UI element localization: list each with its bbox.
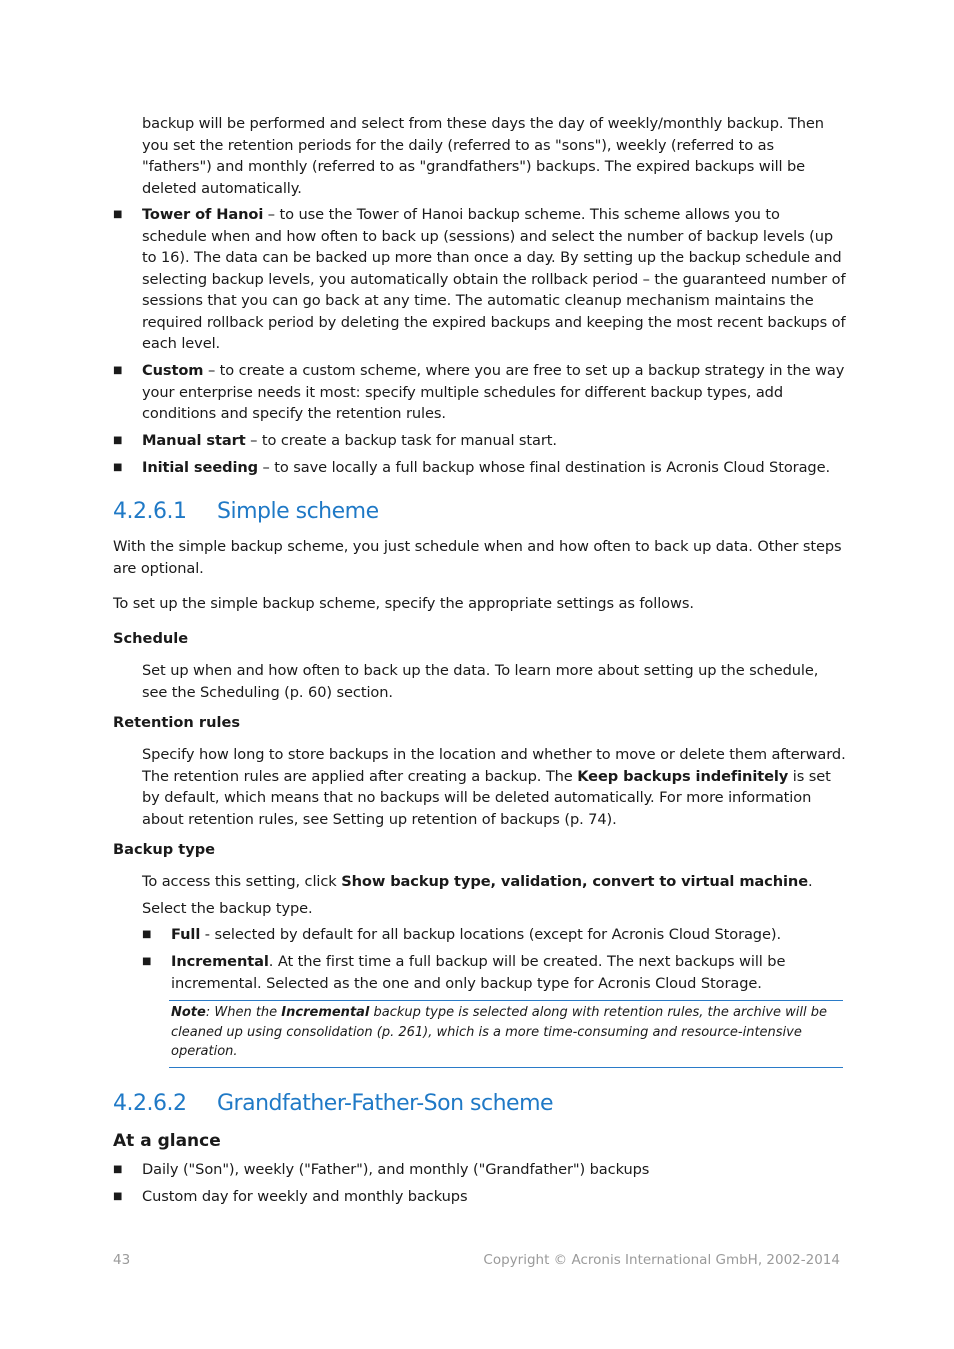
subheading-schedule: Schedule: [113, 630, 189, 647]
list-item: [142, 430, 847, 452]
section-title: Simple scheme: [217, 499, 379, 524]
text-run: is set by default, which means that no backups will be deleted automatically. For more information about retention rules, see Setting up retention of backups (p. 74).: [142, 767, 831, 828]
page-number: 43: [113, 1252, 131, 1268]
scheme-desc: – to create a custom scheme, where you are free to set up a backup strategy in the way your enterprise needs it most: specify multiple schedules for different backup types, add conditions and specify the retention rules.: [142, 362, 845, 422]
list-item: [142, 360, 847, 425]
bullet-icon: ■: [142, 929, 152, 940]
list-item: [142, 457, 847, 479]
note-text: [171, 1003, 831, 1062]
scheme-desc: – to save locally a full backup whose final destination is Acronis Cloud Storage.: [258, 459, 830, 476]
bold-run: Incremental: [281, 1005, 370, 1020]
paragraph: [142, 871, 847, 893]
paragraph: To set up the simple backup scheme, specify the appropriate settings as follows.: [113, 595, 694, 612]
scheme-term: Custom: [142, 362, 204, 379]
list-item: Custom day for weekly and monthly backups: [142, 1188, 468, 1205]
note-box: [169, 1000, 843, 1068]
bullet-icon: ■: [113, 435, 123, 446]
text-run: To access this setting, click: [142, 873, 342, 890]
paragraph: With the simple backup scheme, you just schedule when and how often to back up data. Other steps are optional.: [113, 538, 842, 577]
bullet-icon: ■: [142, 956, 152, 967]
section-number: 4.2.6.2: [113, 1091, 187, 1116]
list-item: Daily ("Son"), weekly ("Father"), and monthly ("Grandfather") backups: [142, 1161, 650, 1178]
intro-paragraph: backup will be performed and select from these days the day of weekly/monthly backup. Then you set the retention periods for the daily (referred to as "sons"), weekly (referred to as "fathers") and monthly (referred to as "grandfathers") backups. The expired backups will be deleted automatically.: [142, 115, 824, 197]
section-title: Grandfather-Father-Son scheme: [217, 1091, 554, 1116]
bullet-icon: ■: [113, 1191, 123, 1202]
type-term: Full: [171, 926, 201, 943]
text-run: : When the: [205, 1005, 282, 1020]
subheading-at-a-glance: At a glance: [113, 1131, 221, 1151]
bold-run: Show backup type, validation, convert to virtual machine: [341, 873, 809, 890]
copyright-text: Copyright © Acronis International GmbH, 2002-2014: [483, 1252, 840, 1268]
type-desc: . At the first time a full backup will be created. The next backups will be incremental. Selected as the one and only backup type for Acronis Cloud Storage.: [171, 953, 786, 992]
scheme-desc: – to use the Tower of Hanoi backup scheme. This scheme allows you to schedule when and how often to back up (sessions) and select the number of backup levels (up to 16). The data can be backed up more than once a day. By setting up the backup schedule and selecting backup levels, you automatically obtain the rollback period – the guaranteed number of sessions that you can go back at any time. The automatic cleanup mechanism maintains the required rollback period by deleting the expired backups and keeping the most recent backups of each level.: [142, 206, 846, 352]
list-item: [142, 204, 847, 355]
paragraph: Select the backup type.: [142, 900, 313, 917]
text-run: .: [808, 873, 813, 890]
paragraph: Set up when and how often to back up the data. To learn more about setting up the schedule, see the Scheduling (p. 60) section.: [142, 662, 819, 701]
scheme-desc: – to create a backup task for manual start.: [245, 432, 557, 449]
bullet-icon: ■: [113, 365, 123, 376]
section-heading: [113, 1091, 553, 1116]
paragraph: [142, 744, 847, 830]
type-desc: - selected by default for all backup locations (except for Acronis Cloud Storage).: [200, 926, 781, 943]
section-number: 4.2.6.1: [113, 499, 187, 524]
bold-run: Keep backups indefinitely: [577, 767, 789, 785]
text-run: backup type is selected along with retention rules, the archive will be cleaned up using consolidation (p. 261), which is a more time-consuming and resource-intensive operation.: [171, 1005, 827, 1059]
text-run: Specify how long to store backups in the location and whether to move or delete them afterward. The retention rules are applied after creating a backup. The: [142, 746, 846, 785]
subheading-retention: Retention rules: [113, 714, 241, 731]
subheading-backup-type: Backup type: [113, 841, 216, 858]
list-item: [171, 951, 847, 994]
bullet-icon: ■: [113, 209, 123, 220]
type-term: Incremental: [171, 953, 269, 970]
bullet-icon: ■: [113, 462, 123, 473]
section-heading: [113, 499, 379, 524]
scheme-term: Manual start: [142, 432, 246, 449]
note-label: Note: [171, 1005, 206, 1020]
bullet-icon: ■: [113, 1164, 123, 1175]
scheme-term: Tower of Hanoi: [142, 206, 264, 223]
scheme-term: Initial seeding: [142, 459, 258, 476]
list-item: [171, 924, 847, 946]
